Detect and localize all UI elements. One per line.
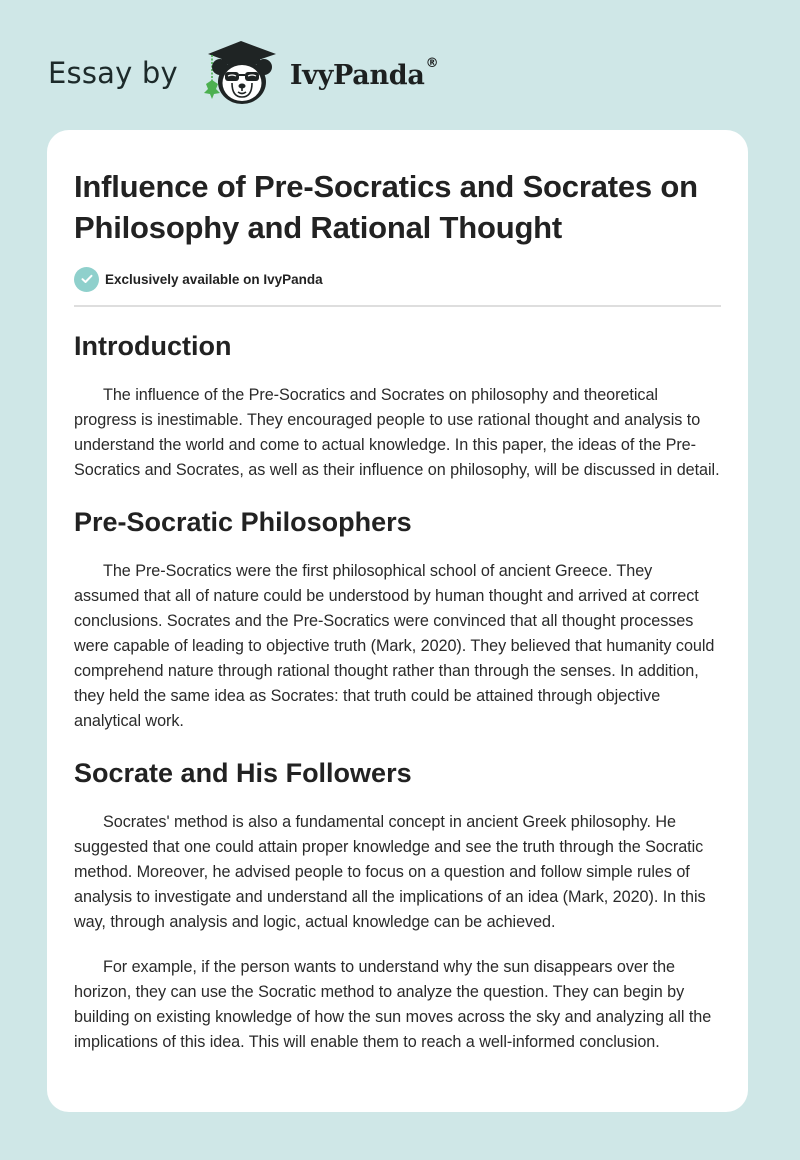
section-introduction: [74, 329, 721, 483]
essay-card: [47, 130, 748, 1112]
paragraph: For example, if the person wants to understand why the sun disappears over the horizon, they can use the Socratic method to analyze the question. They can begin by building on existing knowledge of how the sun moves across the sky and analyzing all the implications of this idea. This will enable them to reach a well-informed conclusion.: [74, 958, 712, 1051]
section-heading: Socrate and His Followers: [74, 758, 412, 788]
brand-prefix: Essay by: [48, 56, 178, 90]
check-circle-icon: [74, 267, 99, 292]
section-heading: Pre-Socratic Philosophers: [74, 507, 412, 537]
paragraph: The influence of the Pre-Socratics and Socrates on philosophy and theoretical progress is inestimable. They encouraged people to use rational thought and analysis to understand the world and come to actual knowledge. In this paper, the ideas of the Pre-Socratics and Socrates, as well as their influence on philosophy, will be discussed in detail.: [74, 386, 720, 479]
essay-title: Influence of Pre-Socratics and Socrates on Philosophy and Rational Thought: [74, 169, 698, 245]
paragraph: Socrates' method is also a fundamental concept in ancient Greek philosophy. He suggested that one could attain proper knowledge and see the truth through the Socratic method. Moreover, he advised people to focus on a question and follow simple rules of analysis to investigate and understand all the implications of an idea (Mark, 2020). In this way, through analysis and logic, actual knowledge can be achieved.: [74, 813, 706, 931]
exclusive-label: Exclusively available on IvyPanda: [105, 271, 323, 287]
panda-graduation-cap-icon[interactable]: [198, 36, 284, 108]
brand-header: [48, 36, 438, 108]
registered-mark: ®: [425, 55, 439, 71]
section-pre-socratic-philosophers: [74, 505, 721, 734]
section-heading: Introduction: [74, 331, 232, 361]
section-socrate-and-his-followers: [74, 756, 721, 1055]
paragraph: The Pre-Socratics were the first philosophical school of ancient Greece. They assumed that all of nature could be understood by human thought and arrived at correct conclusions. Socrates and the Pre-Socratics were convinced that all thought processes were capable of leading to objective truth (Mark, 2020). They believed that humanity could comprehend nature through rational thought rather than through the senses. In addition, they held the same idea as Socrates: that truth could be attained through objective analytical work.: [74, 562, 715, 730]
exclusive-badge: [74, 266, 721, 292]
brand-name[interactable]: IvyPanda®: [289, 55, 439, 91]
title-divider: [74, 305, 721, 307]
